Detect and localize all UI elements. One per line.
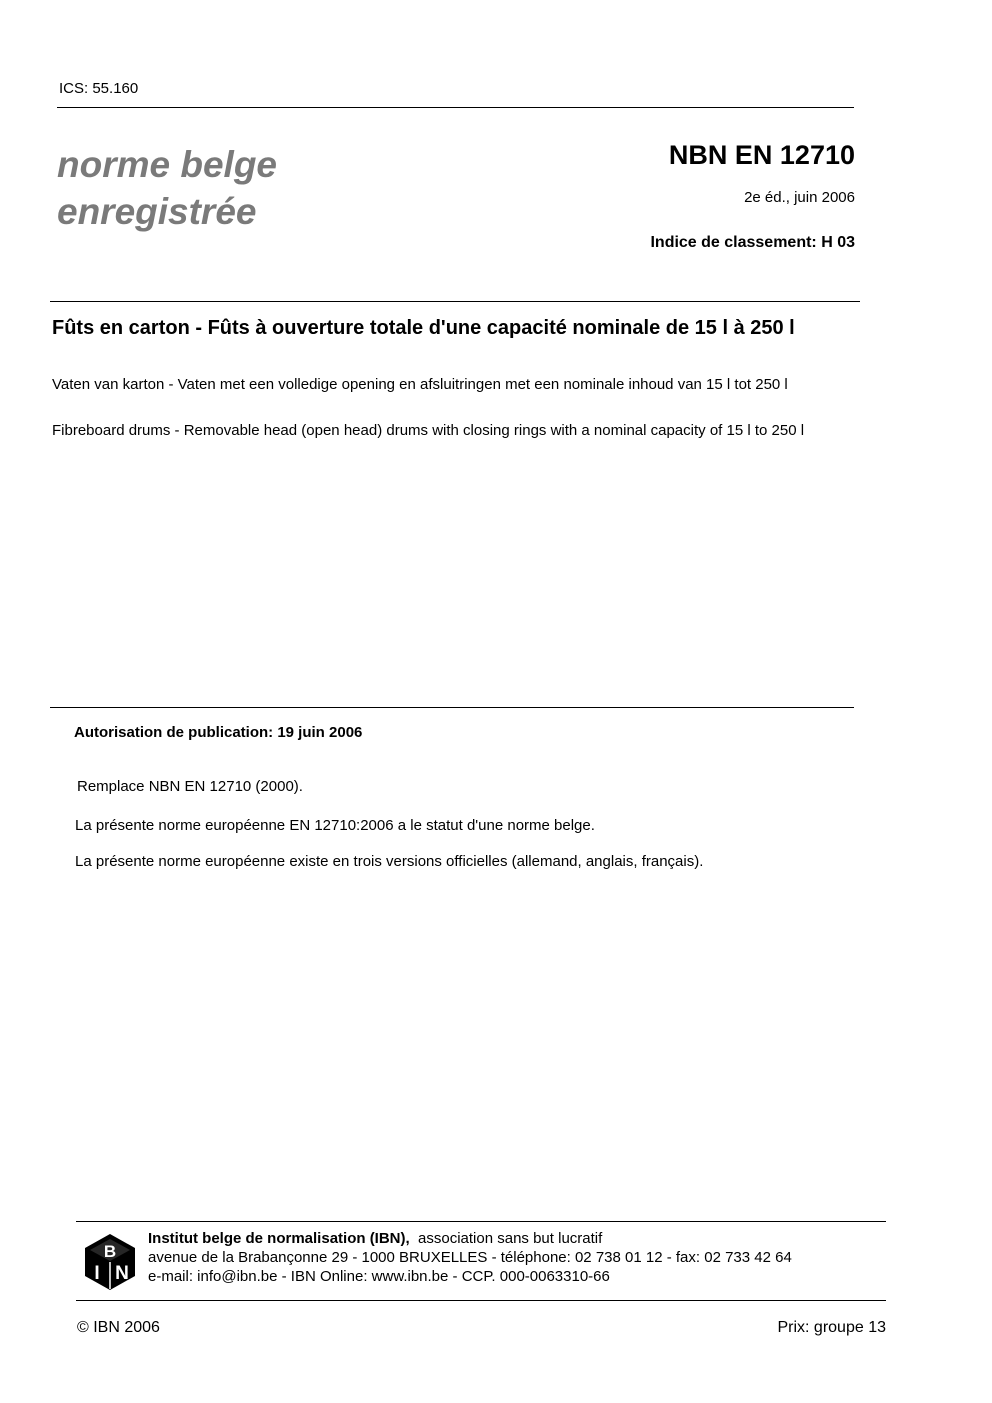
norme-label-line-1: norme belge: [57, 144, 277, 185]
institute-address: avenue de la Brabançonne 29 - 1000 BRUXELLES - téléphone: 02 738 01 12 - fax: 02 733 42 64: [148, 1249, 792, 1266]
institute-info: [148, 1229, 792, 1286]
logo-letter-n: N: [115, 1263, 129, 1284]
price-group: Prix: groupe 13: [777, 1319, 886, 1336]
note-status: La présente norme européenne EN 12710:2006 a le statut d'une norme belge.: [75, 817, 595, 834]
ics-code: ICS: 55.160: [59, 80, 139, 97]
standard-number: NBN EN 12710: [668, 140, 855, 170]
institute-type: association sans but lucratif: [418, 1230, 603, 1247]
title-dutch: Vaten van karton - Vaten met een volledige opening en afsluitringen met een nominale inhoud van 15 l tot 250 l: [52, 376, 788, 393]
title-english: Fibreboard drums - Removable head (open head) drums with closing rings with a nominal capacity of 15 l to 250 l: [52, 422, 805, 439]
title-french: Fûts en carton - Fûts à ouverture totale d'une capacité nominale de 15 l à 250 l: [52, 317, 795, 339]
note-replaces: Remplace NBN EN 12710 (2000).: [77, 778, 303, 795]
header-divider: [57, 107, 854, 108]
norme-label: [57, 141, 387, 235]
publication-authorisation: Autorisation de publication: 19 juin 2006: [74, 724, 363, 741]
note-versions: La présente norme européenne existe en trois versions officielles (allemand, anglais, français).: [75, 853, 704, 870]
footer-bottom-divider: [76, 1300, 886, 1301]
norme-label-line-2: enregistrée: [57, 191, 257, 232]
title-divider: [50, 301, 860, 302]
institute-contact: e-mail: info@ibn.be - IBN Online: www.ibn.be - CCP. 000-0063310-66: [148, 1268, 610, 1285]
publication-divider: [50, 707, 854, 708]
edition: 2e éd., juin 2006: [744, 189, 855, 206]
footer-top-divider: [76, 1221, 886, 1222]
logo-letter-b: B: [103, 1242, 117, 1261]
copyright: © IBN 2006: [77, 1319, 160, 1336]
ibn-logo: [84, 1233, 136, 1291]
logo-letter-i: I: [94, 1263, 100, 1284]
institute-name: Institut belge de normalisation (IBN),: [148, 1230, 410, 1247]
institute-line: [148, 1229, 792, 1248]
classement-index: Indice de classement: H 03: [650, 234, 855, 251]
